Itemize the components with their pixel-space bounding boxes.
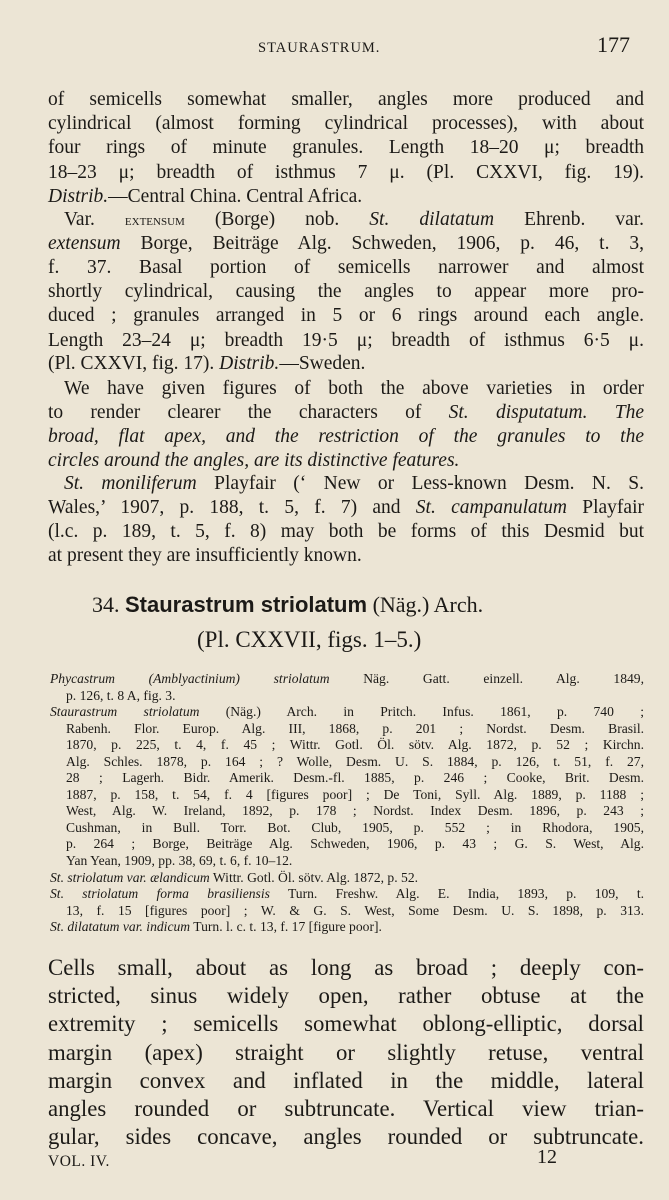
variety-name: extensum: [124, 213, 185, 229]
text-line: We have given figures of both the above varieties in order: [64, 378, 644, 399]
synonym-line: [50, 671, 644, 688]
synonym-line: [50, 886, 644, 903]
description-line: angles rounded or subtruncate. Vertical view trian-: [48, 1096, 644, 1121]
synonym-epithet: extensum: [48, 233, 121, 254]
distrib-text: —Central China. Central Africa.: [108, 186, 363, 207]
synonym-name: St. striolatum forma brasiliensis: [50, 886, 270, 901]
distribution-line: [48, 186, 644, 208]
text-fragment: Playfair (‘ New or Less-known Desm. N. S.: [214, 473, 644, 494]
text-line: cylindrical (almost forming cylindrical processes), with about: [48, 113, 644, 134]
text-fragment: Wales,’ 1907, p. 188, t. 5, f. 7) and: [48, 497, 401, 518]
text-line: [64, 473, 644, 495]
volume-label: VOL. IV.: [48, 1153, 110, 1170]
citation-line: 28 ; Lagerh. Bidr. Amerik. Desm.-fl. 1885, p. 246 ; Cooke, Brit. Desm.: [66, 770, 644, 785]
text-line: of semicells somewhat smaller, angles more produced and: [48, 89, 644, 110]
citation-line: Yan Yean, 1909, pp. 38, 69, t. 6, f. 10–12.: [66, 853, 293, 868]
description-line: extremity ; semicells somewhat oblong-elliptic, dorsal: [48, 1011, 644, 1036]
citation-line: Cushman, in Bull. Torr. Bot. Club, 1905, p. 552 ; in Rhodora, 1905,: [66, 820, 644, 835]
synonym-name: Staurastrum striolatum: [50, 704, 200, 719]
text-line: (l.c. p. 189, t. 5, f. 8) may both be forms of this Desmid but: [48, 521, 644, 542]
citation-line: p. 126, t. 8 A, fig. 3.: [66, 688, 176, 703]
distrib-label: Distrib.: [48, 186, 109, 207]
citation: Turn. l. c. t. 13, f. 17 [figure poor].: [193, 919, 382, 934]
text-line: broad, flat apex, and the restriction of the granules to the: [48, 426, 644, 447]
citation-line: West, Alg. W. Ireland, 1892, p. 178 ; Nordst. Index Desm. 1896, p. 243 ;: [66, 803, 644, 818]
text-line: shortly cylindrical, causing the angles to appear more pro-: [48, 281, 644, 302]
synonym-line: [50, 870, 644, 887]
description-line: margin (apex) straight or slightly retuse, ventral: [48, 1040, 644, 1065]
text-line: [48, 233, 644, 255]
text-fragment: Borge, Beiträge Alg. Schweden, 1906, p. 46, t. 3,: [140, 233, 645, 254]
species-name: St. campanulatum: [415, 497, 567, 518]
text-line: [48, 497, 644, 519]
running-title: STAURASTRUM.: [258, 40, 381, 56]
description-line: margin convex and inflated in the middle, lateral: [48, 1068, 644, 1093]
var-label: Var.: [64, 209, 95, 230]
page-number: 177: [597, 32, 630, 57]
text-line: duced ; granules arranged in 5 or 6 rings around each angle.: [48, 305, 644, 326]
description-line: Cells small, about as long as broad ; deeply con-: [48, 955, 644, 980]
species-name: St. disputatum.: [448, 402, 588, 423]
species-authority: (Näg.) Arch.: [372, 592, 484, 617]
signature-mark: 12: [537, 1146, 557, 1168]
text-fragment: Ehrenb. var.: [524, 209, 645, 230]
species-number: 34.: [92, 592, 120, 617]
text-line: circles around the angles, are its distinctive features.: [48, 450, 460, 471]
citation: Wittr. Gotl. Öl. sötv. Alg. 1872, p. 52.: [212, 870, 419, 885]
citation: (Näg.) Arch. in Pritch. Infus. 1861, p. 740 ;: [225, 704, 644, 719]
synonym-name: St. striolatum var. ælandicum: [50, 870, 210, 885]
citation: Näg. Gatt. einzell. Alg. 1849,: [363, 671, 644, 686]
citation-line: 13, f. 15 [figures poor] ; W. & G. S. West, Some Desm. U. S. 1898, p. 313.: [66, 903, 644, 918]
text-line: Length 23–24 μ; breadth 19·5 μ; breadth of isthmus 6·5 μ.: [48, 330, 644, 351]
citation: Turn. Freshw. Alg. E. India, 1893, p. 109, t.: [287, 886, 645, 901]
text-fragment: The: [614, 402, 645, 423]
description-line: gular, sides concave, angles rounded or subtruncate.: [48, 1124, 644, 1149]
variety-authority: (Borge) nob.: [214, 209, 340, 230]
synonym-line: [50, 704, 644, 721]
synonym-name: St. dilatatum: [369, 209, 495, 230]
plate-reference: (Pl. CXXVII, figs. 1–5.): [197, 627, 422, 652]
text-line: at present they are insufficiently known.: [48, 545, 362, 566]
citation-line: p. 264 ; Borge, Beiträge Alg. Schweden, 1906, p. 43 ; G. S. West, Alg.: [66, 836, 644, 851]
distrib-text: —Sweden.: [279, 353, 366, 374]
text-line: 18–23 μ; breadth of isthmus 7 μ. (Pl. CXXVI, fig. 19).: [48, 162, 644, 183]
synonym-name: Phycastrum (Amblyactinium) striolatum: [50, 671, 330, 686]
description-line: stricted, sinus widely open, rather obtuse at the: [48, 983, 644, 1008]
plate-ref: (Pl. CXXVI, fig. 17).: [48, 353, 215, 374]
distrib-label: Distrib.: [219, 353, 280, 374]
citation-line: Rabenh. Flor. Europ. Alg. III, 1868, p. 201 ; Nordst. Desm. Brasil.: [66, 721, 644, 736]
species-name: Staurastrum striolatum: [125, 592, 368, 617]
citation-line: 1870, p. 225, t. 4, f. 45 ; Wittr. Gotl. Öl. sötv. Alg. 1872, p. 52 ; Kirchn.: [66, 737, 644, 752]
synonym-name: St. dilatatum var. indicum: [50, 919, 191, 934]
species-heading: [92, 592, 483, 618]
variety-heading-line: [64, 209, 644, 232]
citation-line: 1887, p. 158, t. 54, f. 4 [figures poor] ; De Toni, Syll. Alg. 1889, p. 1188 ;: [66, 787, 644, 802]
text-fragment: to render clearer the characters of: [48, 402, 422, 423]
citation-line: Alg. Schles. 1878, p. 164 ; ? Wolle, Desm. U. S. 1884, p. 126, t. 51, f. 27,: [66, 754, 644, 769]
text-line: [48, 353, 644, 375]
text-fragment: Playfair: [582, 497, 644, 518]
synonym-line: [50, 919, 644, 936]
species-name: St. moniliferum: [64, 473, 197, 494]
text-line: four rings of minute granules. Length 18–20 μ; breadth: [48, 137, 644, 158]
text-line: f. 37. Basal portion of semicells narrower and almost: [48, 257, 644, 278]
text-line: [48, 402, 644, 424]
